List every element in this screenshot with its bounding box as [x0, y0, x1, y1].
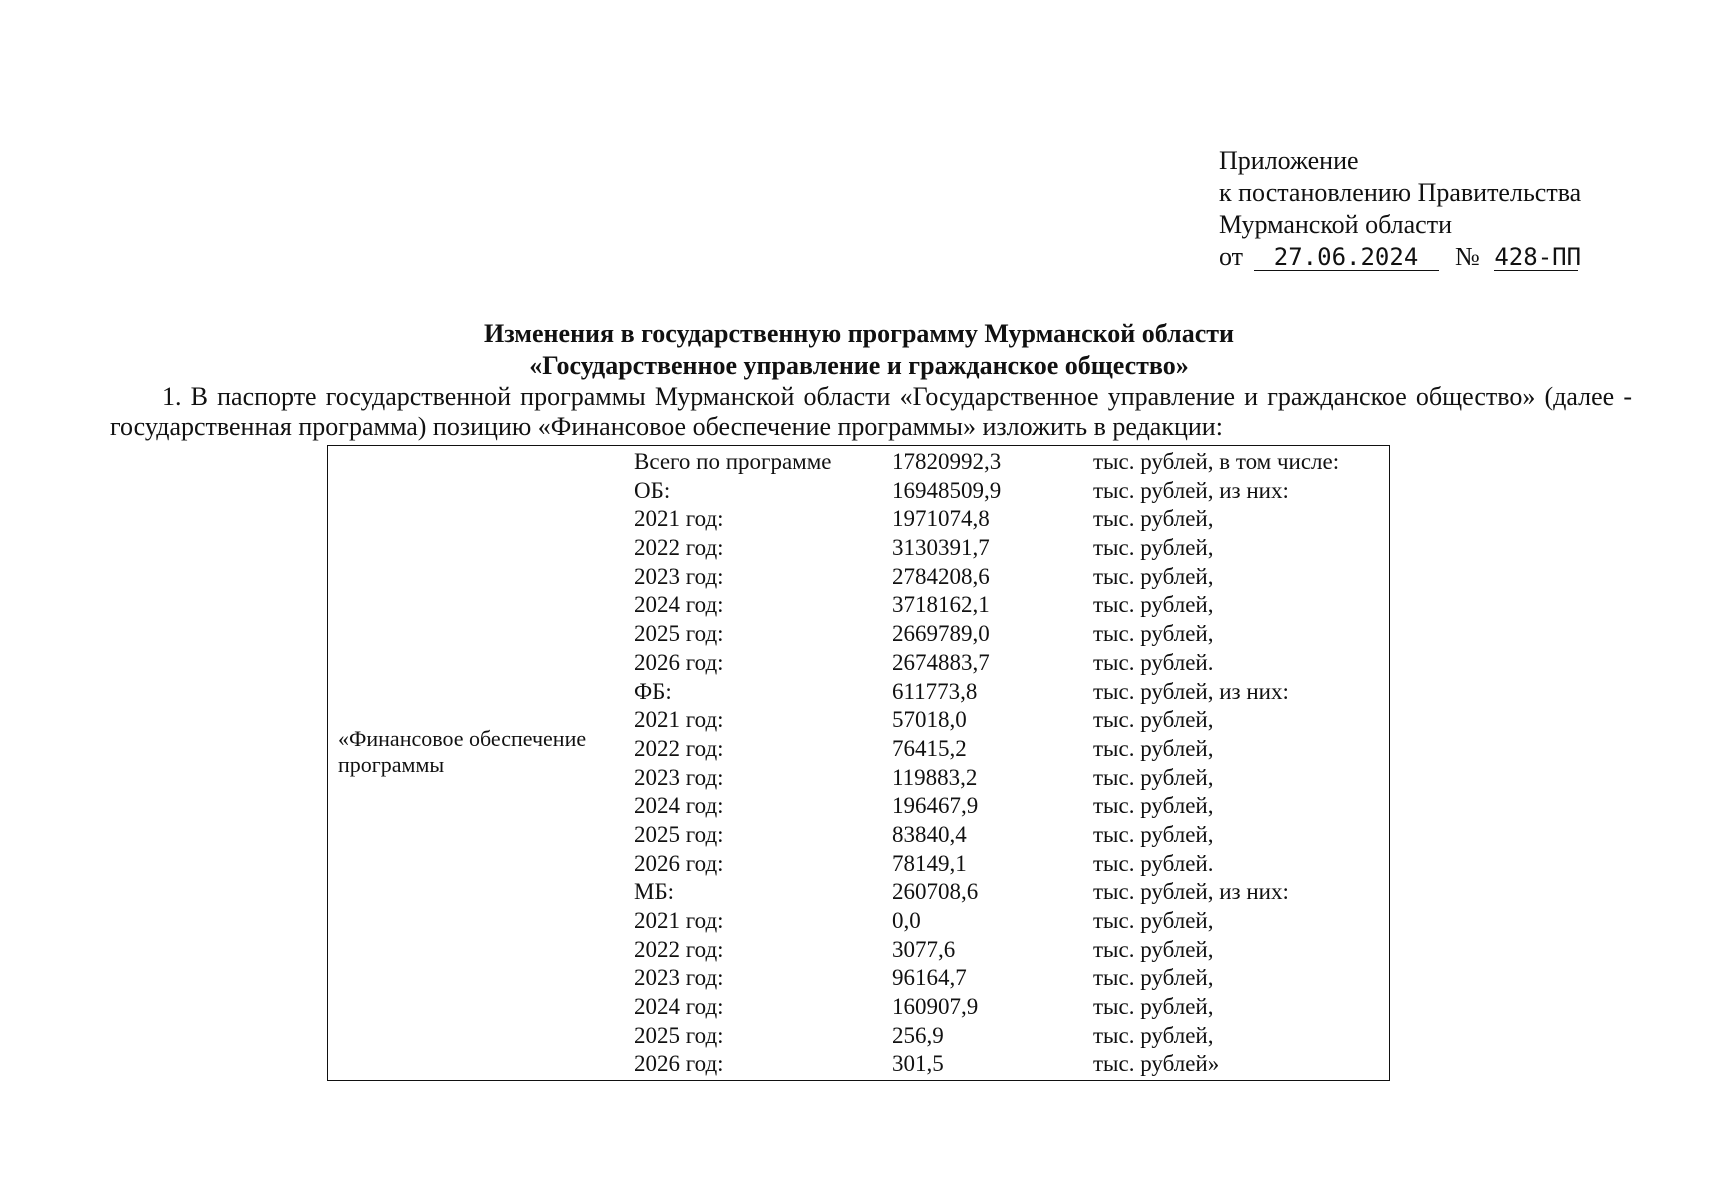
row-label: 2025 год:	[634, 621, 724, 647]
financing-row	[328, 706, 1389, 735]
financing-row	[328, 792, 1389, 821]
financing-row	[328, 907, 1389, 936]
row-label: 2025 год:	[634, 821, 724, 847]
financing-row	[328, 620, 1389, 649]
financing-row	[328, 936, 1389, 965]
row-amount: 196467,9	[892, 793, 979, 819]
row-unit: тыс. рублей,	[1093, 563, 1214, 589]
row-label: 2023 год:	[634, 764, 724, 790]
row-unit: тыс. рублей,	[1093, 1022, 1214, 1048]
row-label: ОБ:	[634, 477, 671, 503]
financing-row	[328, 678, 1389, 707]
row-amount: 17820992,3	[892, 449, 1002, 474]
row-amount: 2674883,7	[892, 649, 990, 675]
row-label: 2022 год:	[634, 735, 724, 761]
row-amount: 83840,4	[892, 821, 967, 847]
row-amount: 2784208,6	[892, 563, 990, 589]
row-unit: тыс. рублей, из них:	[1093, 879, 1289, 905]
row-unit: тыс. рублей, в том числе:	[1093, 449, 1340, 474]
row-unit: тыс. рублей,	[1093, 965, 1214, 991]
financing-row	[328, 505, 1389, 534]
row-unit: тыс. рублей.	[1093, 850, 1214, 876]
row-amount: 119883,2	[892, 764, 978, 790]
row-unit: тыс. рублей,	[1093, 764, 1214, 790]
resolution-date: 27.06.2024	[1254, 244, 1439, 271]
financing-row	[328, 964, 1389, 993]
appendix-label: Приложение	[1219, 146, 1359, 175]
row-unit: тыс. рублей,	[1093, 506, 1214, 532]
document-title-line-1: Изменения в государственную программу Мурманской области	[484, 319, 1234, 348]
row-amount: 3718162,1	[892, 592, 990, 618]
financing-row	[328, 1050, 1389, 1079]
appendix-resolution-line: к постановлению Правительства	[1219, 178, 1582, 207]
financing-rows	[328, 448, 1389, 1079]
row-unit: тыс. рублей,	[1093, 535, 1214, 561]
row-amount: 260708,6	[892, 879, 979, 905]
financing-row	[328, 477, 1389, 506]
row-amount: 16948509,9	[892, 477, 1002, 503]
row-unit: тыс. рублей,	[1093, 592, 1214, 618]
row-unit: тыс. рублей, из них:	[1093, 477, 1289, 503]
row-unit: тыс. рублей,	[1093, 908, 1214, 933]
financing-row	[328, 878, 1389, 907]
row-label: Всего по программе	[634, 449, 832, 474]
row-amount: 3130391,7	[892, 535, 990, 561]
appendix-region-line: Мурманской области	[1219, 210, 1452, 239]
resolution-number: 428-ПП	[1494, 243, 1582, 271]
row-unit: тыс. рублей,	[1093, 994, 1214, 1020]
row-amount: 301,5	[892, 1051, 944, 1077]
row-amount: 160907,9	[892, 994, 979, 1020]
row-label: 2026 год:	[634, 649, 724, 675]
financing-row	[328, 563, 1389, 592]
row-label: 2024 год:	[634, 994, 724, 1020]
row-unit: тыс. рублей, из них:	[1093, 678, 1289, 704]
paragraph-1: 1. В паспорте государственной программы Мурманской области «Государственное управление и гражданское общество» (далее - государственная программа) позицию «Финансовое обеспечение программы» изложить в редакции:	[110, 382, 1632, 441]
financing-row	[328, 764, 1389, 793]
row-amount: 0,0	[892, 908, 921, 933]
row-label: 2022 год:	[634, 936, 724, 962]
row-label: 2023 год:	[634, 965, 724, 991]
document-title-line-2: «Государственное управление и гражданское общество»	[529, 351, 1189, 380]
row-amount: 3077,6	[892, 936, 956, 962]
row-amount: 57018,0	[892, 707, 967, 733]
financing-row	[328, 821, 1389, 850]
row-label: 2021 год:	[634, 707, 724, 733]
row-label: 2023 год:	[634, 563, 724, 589]
row-amount: 256,9	[892, 1022, 944, 1048]
financing-row	[328, 735, 1389, 764]
financing-row	[328, 1022, 1389, 1051]
row-amount: 78149,1	[892, 850, 967, 876]
number-sign: №	[1455, 242, 1480, 271]
row-amount: 1971074,8	[892, 506, 990, 532]
row-unit: тыс. рублей,	[1093, 735, 1214, 761]
financing-row	[328, 591, 1389, 620]
financing-row	[328, 993, 1389, 1022]
row-label: 2025 год:	[634, 1022, 724, 1048]
row-label: 2026 год:	[634, 850, 724, 876]
row-label: 2022 год:	[634, 535, 724, 561]
row-unit: тыс. рублей,	[1093, 793, 1214, 819]
date-prefix: от	[1219, 242, 1244, 271]
row-label: 2021 год:	[634, 908, 724, 933]
financing-table-heading: «Финансовое обеспечение программы	[338, 726, 587, 777]
row-unit: тыс. рублей,	[1093, 936, 1214, 962]
row-amount: 96164,7	[892, 965, 967, 991]
appendix-date-number-row	[1219, 241, 1581, 273]
row-label: 2026 год:	[634, 1051, 724, 1077]
row-label: МБ:	[634, 879, 675, 905]
row-unit: тыс. рублей»	[1093, 1051, 1220, 1077]
row-unit: тыс. рублей,	[1093, 707, 1214, 733]
financing-row	[328, 534, 1389, 563]
row-unit: тыс. рублей,	[1093, 621, 1214, 647]
row-label: 2024 год:	[634, 592, 724, 618]
row-amount: 2669789,0	[892, 621, 990, 647]
row-label: ФБ:	[634, 678, 672, 704]
row-amount: 76415,2	[892, 735, 967, 761]
financing-row	[328, 850, 1389, 879]
row-amount: 611773,8	[892, 678, 978, 704]
row-label: 2021 год:	[634, 506, 724, 532]
row-unit: тыс. рублей.	[1093, 649, 1214, 675]
financing-row	[328, 448, 1389, 477]
financing-row	[328, 649, 1389, 678]
financing-table	[327, 445, 1390, 1081]
row-label: 2024 год:	[634, 793, 724, 819]
appendix-header	[1219, 145, 1581, 273]
row-unit: тыс. рублей,	[1093, 821, 1214, 847]
